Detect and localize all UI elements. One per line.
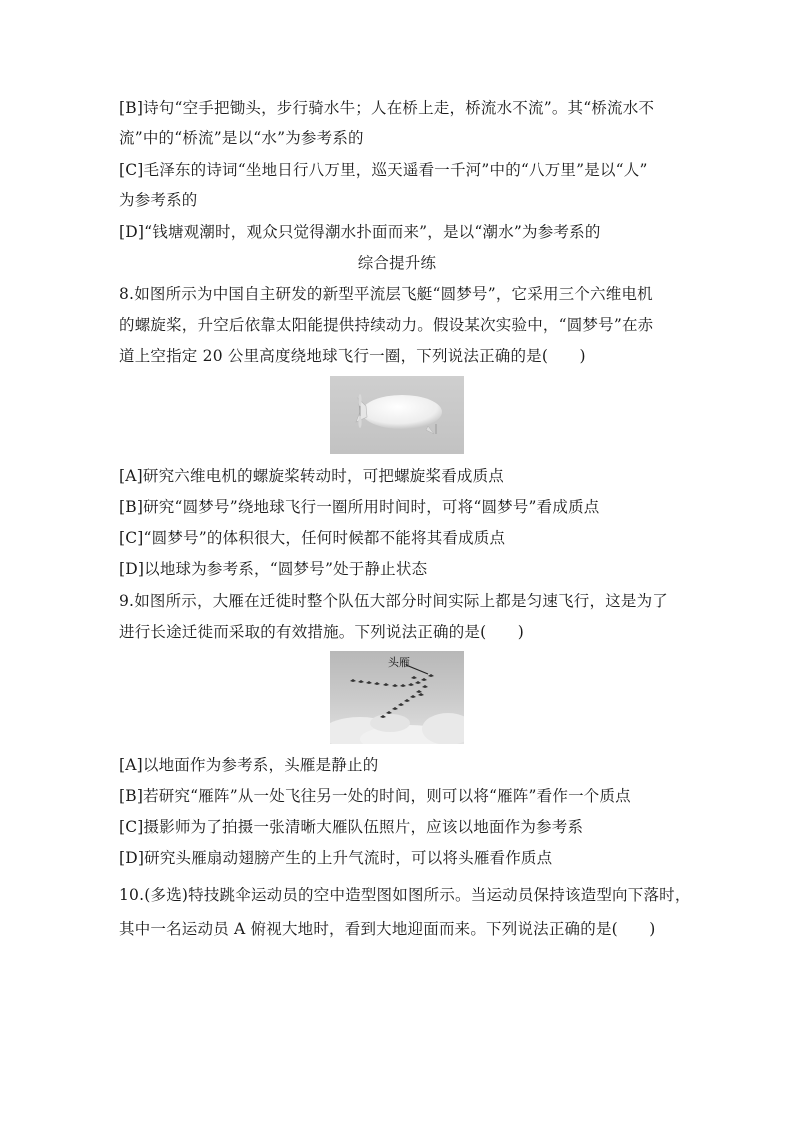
q8-stem-line1: 8.如图所示为中国自主研发的新型平流层飞艇“圆梦号”，它采用三个六维电机 [119, 285, 653, 303]
q8-option-c: [C]“圆梦号”的体积很大，任何时候都不能将其看成质点 [119, 529, 506, 547]
q7-option-c-line1: [C]毛泽东的诗词“坐地日行八万里，巡天遥看一千河”中的“八万里”是以“人” [119, 161, 648, 179]
q8-option-d: [D]以地球为参考系，“圆梦号”处于静止状态 [119, 560, 428, 578]
q9-option-b: [B]若研究“雁阵”从一处飞往另一处的时间，则可以将“雁阵”看作一个质点 [119, 787, 631, 805]
geese-figure [330, 651, 464, 744]
q9-stem-line1: 9.如图所示，大雁在迁徙时整个队伍大部分时间实际上都是匀速飞行，这是为了 [119, 592, 668, 610]
q8-option-a: [A]研究六维电机的螺旋桨转动时，可把螺旋桨看成质点 [119, 467, 504, 485]
q9-stem-line2: 进行长途迁徙而采取的有效措施。下列说法正确的是( ) [119, 623, 524, 641]
q10-stem-line2: 其中一名运动员 A 俯视大地时，看到大地迎面而来。下列说法正确的是( ) [119, 920, 656, 938]
q7-option-b-line1: [B]诗句“空手把锄头，步行骑水牛；人在桥上走，桥流水不流”。其“桥流水不 [119, 99, 655, 117]
lead-goose-label: 头雁 [388, 656, 410, 669]
airship-figure [330, 376, 464, 454]
q8-stem-line2: 的螺旋桨，升空后依靠太阳能提供持续动力。假设某次实验中，“圆梦号”在赤 [119, 316, 654, 334]
q8-stem-line3: 道上空指定 20 公里高度绕地球飞行一圈，下列说法正确的是( ) [119, 347, 586, 365]
q8-option-b: [B]研究“圆梦号”绕地球飞行一圈所用时间时，可将“圆梦号”看成质点 [119, 498, 600, 516]
q9-option-a: [A]以地面作为参考系，头雁是静止的 [119, 756, 379, 774]
q9-option-c: [C]摄影师为了拍摄一张清晰大雁队伍照片，应该以地面作为参考系 [119, 818, 584, 836]
q7-option-c-line2: 为参考系的 [119, 191, 198, 209]
q7-option-b-line2: 流”中的“桥流”是以“水”为参考系的 [119, 129, 364, 147]
q7-option-d: [D]“钱塘观潮时，观众只觉得潮水扑面而来”，是以“潮水”为参考系的 [119, 223, 601, 241]
section-title: 综合提升练 [357, 254, 437, 272]
q9-option-d: [D]研究头雁扇动翅膀产生的上升气流时，可以将头雁看作质点 [119, 849, 553, 867]
q10-stem-line1: 10.(多选)特技跳伞运动员的空中造型图如图所示。当运动员保持该造型向下落时， [119, 886, 691, 904]
